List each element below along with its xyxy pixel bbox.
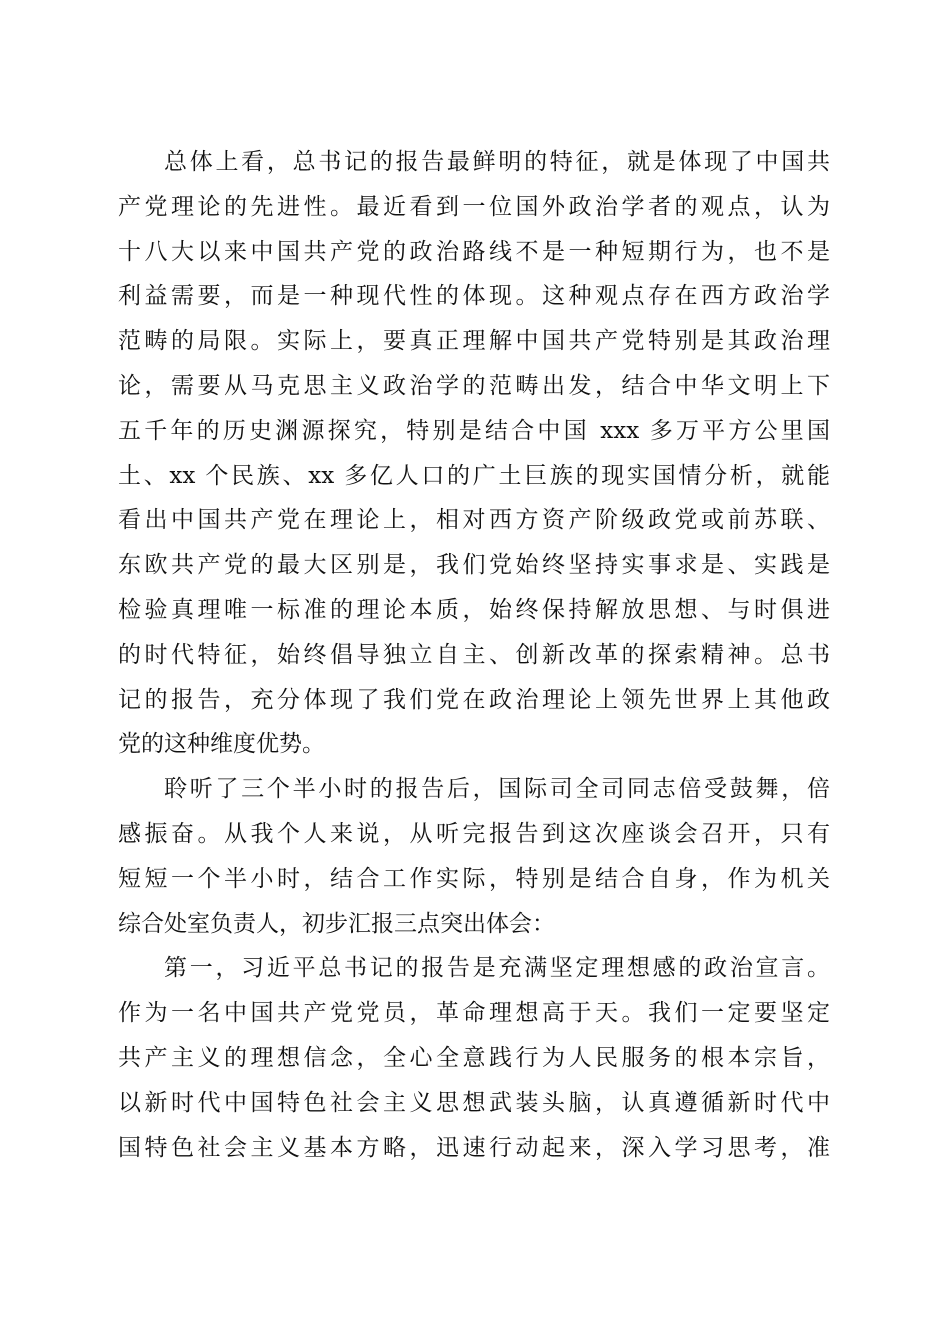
text-line: 作为一名中国共产党党员，革命理想高于天。我们一定要坚定: [118, 1000, 830, 1027]
text-line: 东欧共产党的最大区别是，我们党始终坚持实事求是、实践是: [118, 552, 830, 579]
text-line: 感振奋。从我个人来说，从听完报告到这次座谈会召开，只有: [118, 820, 830, 847]
text-line: 利益需要，而是一种现代性的体现。这种观点存在西方政治学: [118, 283, 830, 310]
text-line: 产党理论的先进性。最近看到一位国外政治学者的观点，认为: [118, 193, 830, 220]
text-line: 土、xx 个民族、xx 多亿人口的广土巨族的现实国情分析，就能: [118, 462, 830, 489]
paragraph-2: [118, 767, 830, 946]
text-line: 第一，习近平总书记的报告是充满坚定理想感的政治宣言。: [164, 955, 830, 982]
text-line: 看出中国共产党在理论上，相对西方资产阶级政党或前苏联、: [118, 507, 830, 534]
text-line: 聆听了三个半小时的报告后，国际司全司同志倍受鼓舞，倍: [164, 776, 830, 803]
text-line: 短短一个半小时，结合工作实际，特别是结合自身，作为机关: [118, 865, 830, 892]
text-line: 总体上看，总书记的报告最鲜明的特征，就是体现了中国共: [164, 149, 830, 175]
text-line: 记的报告，充分体现了我们党在政治理论上领先世界上其他政: [118, 686, 830, 713]
text-line: 五千年的历史渊源探究，特别是结合中国 xxx 多万平方公里国: [118, 417, 830, 444]
text-line: 十八大以来中国共产党的政治路线不是一种短期行为，也不是: [118, 238, 830, 265]
paragraph-3: [118, 946, 830, 1170]
text-line: 综合处室负责人，初步汇报三点突出体会：: [118, 910, 555, 937]
text-line: 范畴的局限。实际上，要真正理解中国共产党特别是其政治理: [118, 328, 830, 355]
text-line: 检验真理唯一标准的理论本质，始终保持解放思想、与时俱进: [118, 596, 830, 623]
text-line: 共产主义的理想信念，全心全意践行为人民服务的根本宗旨，: [118, 1044, 830, 1071]
paragraph-1: [118, 140, 830, 767]
document-body: [118, 140, 830, 1170]
text-line: 的时代特征，始终倡导独立自主、创新改革的探索精神。总书: [118, 641, 830, 668]
text-line: 以新时代中国特色社会主义思想武装头脑，认真遵循新时代中: [118, 1089, 830, 1116]
text-line: 论，需要从马克思主义政治学的范畴出发，结合中华文明上下: [118, 372, 830, 399]
text-line: 党的这种维度优势。: [118, 731, 325, 758]
text-line: 国特色社会主义基本方略，迅速行动起来，深入学习思考，准: [118, 1134, 830, 1161]
